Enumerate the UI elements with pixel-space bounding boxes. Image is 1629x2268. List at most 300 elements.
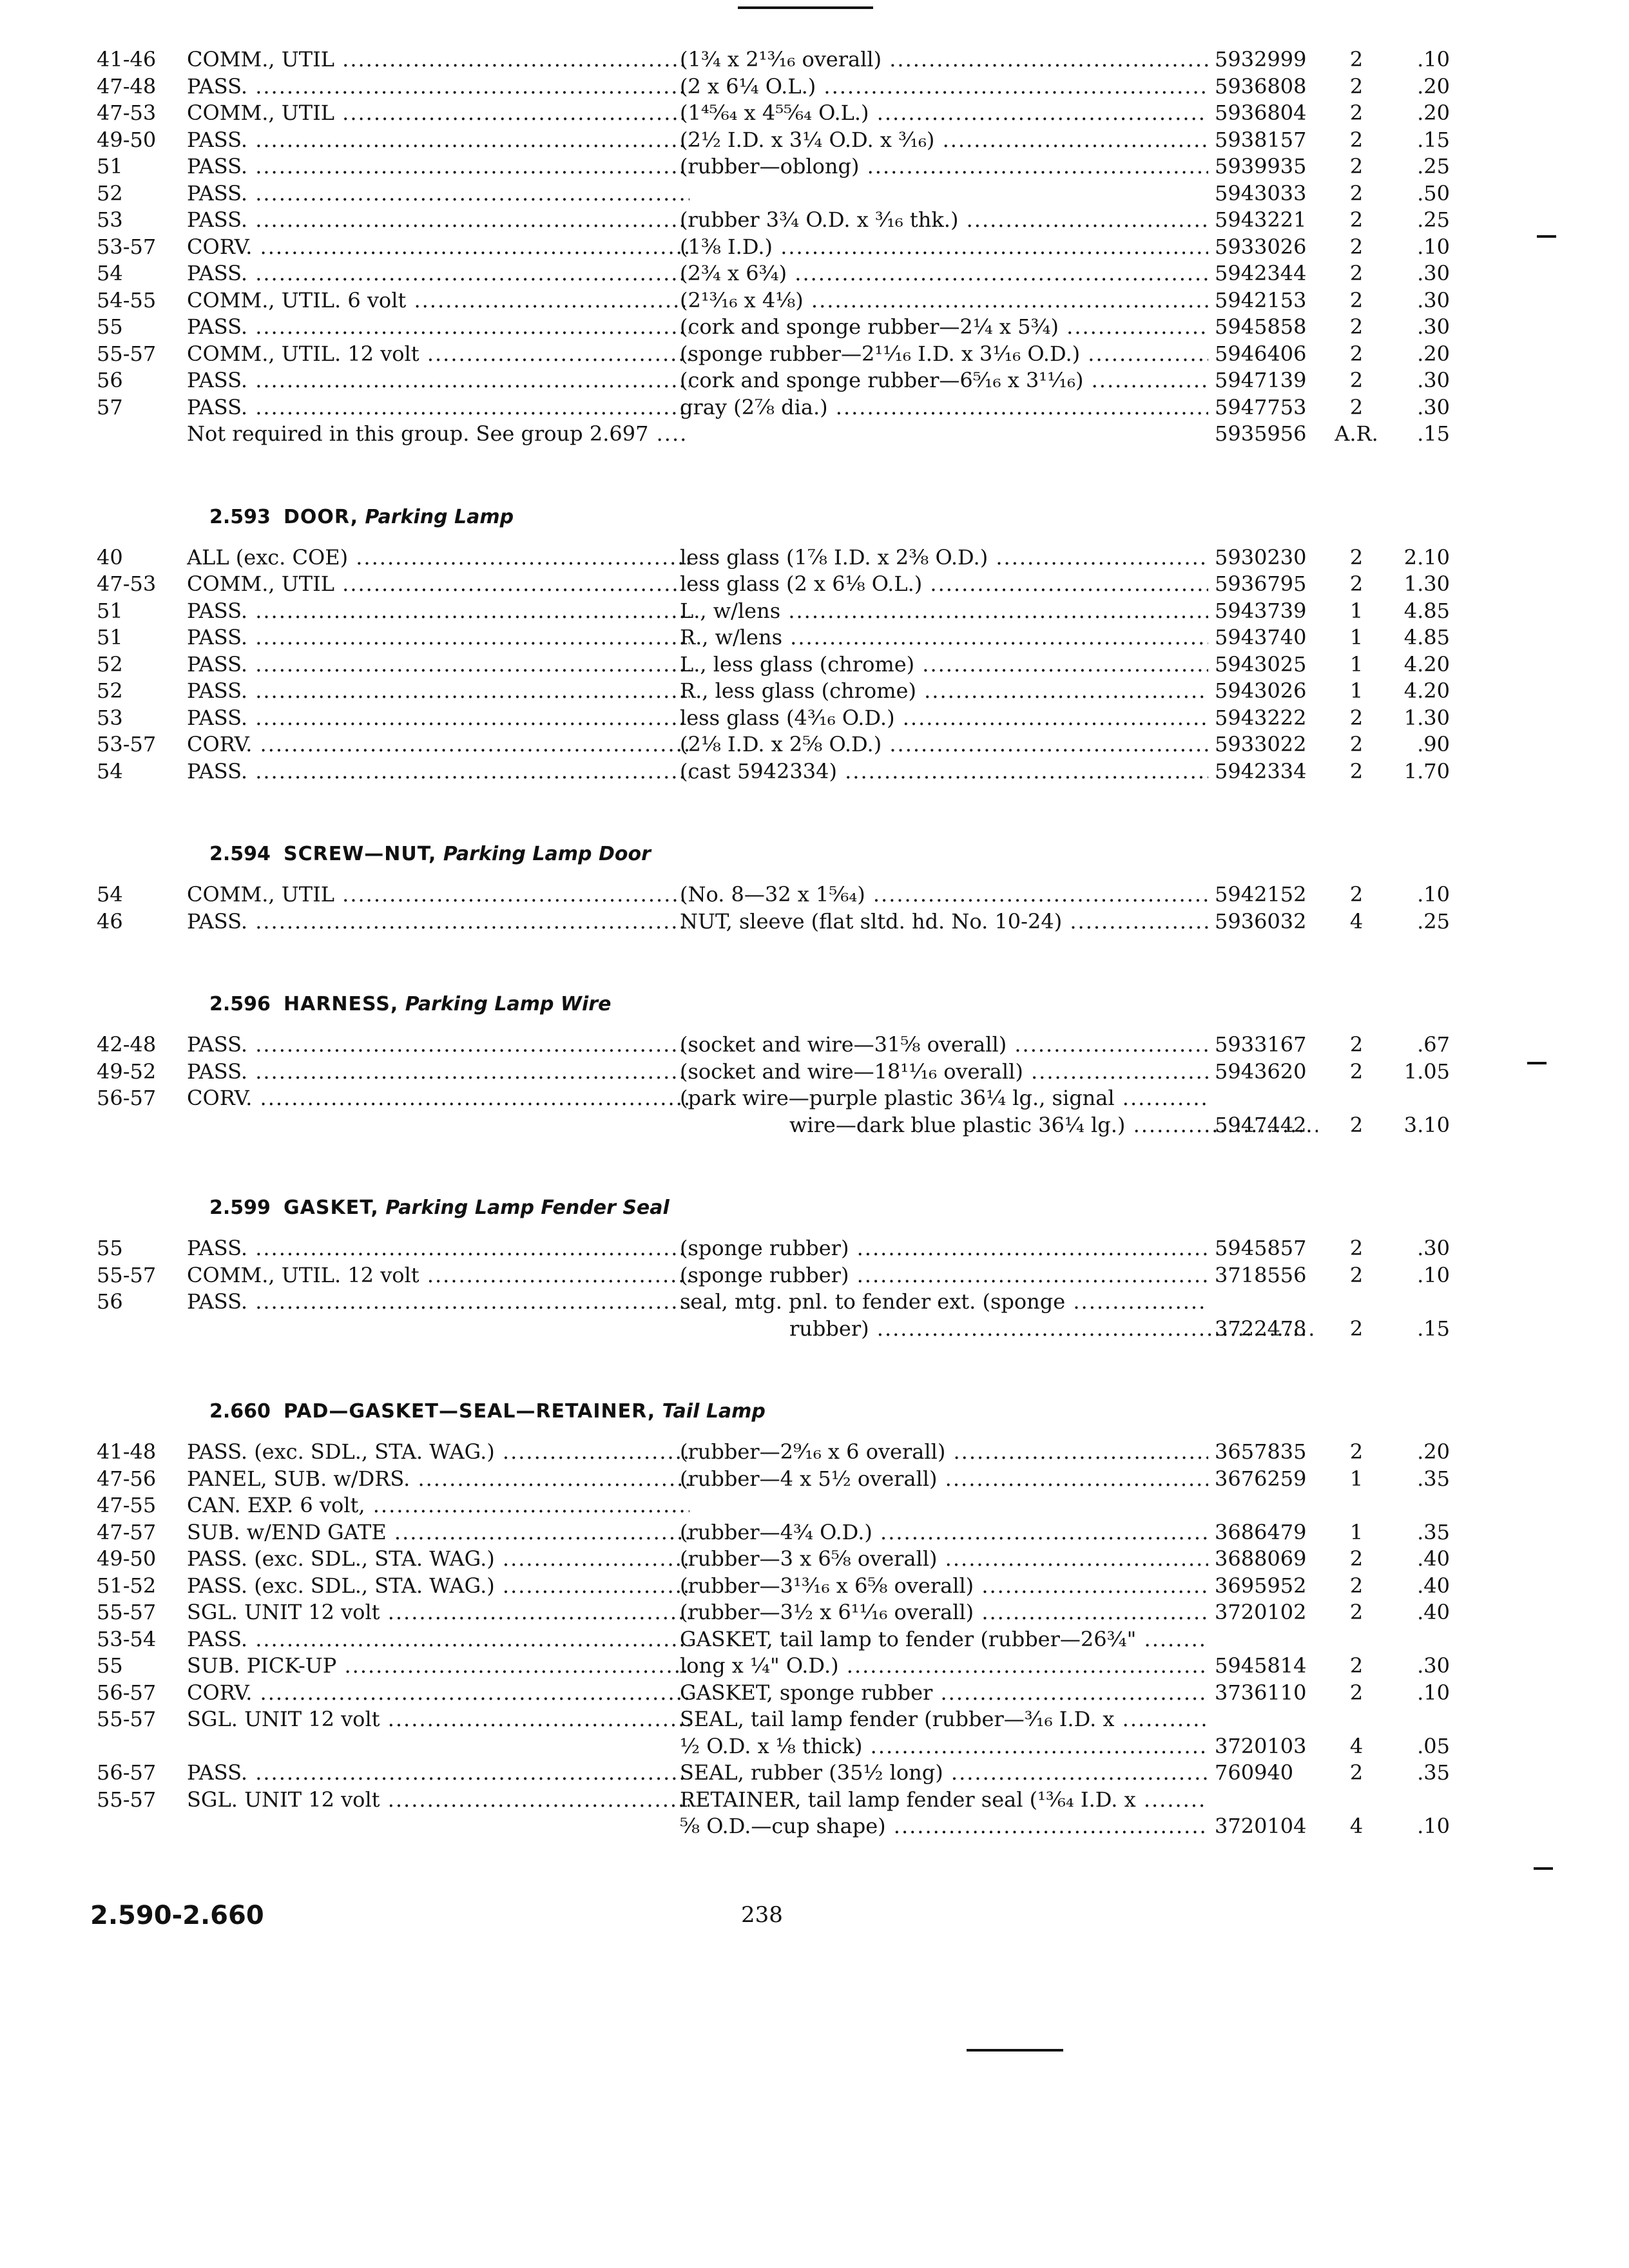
quantity: 2 bbox=[1349, 101, 1364, 125]
part-number: 3686479 bbox=[1215, 1519, 1307, 1544]
group-number: 2.594 bbox=[209, 843, 271, 865]
table-row bbox=[90, 1626, 1385, 1653]
part-number: 5947139 bbox=[1215, 368, 1307, 392]
table-row bbox=[90, 367, 1450, 394]
quantity: 4 bbox=[1349, 908, 1364, 934]
quantity: 1 bbox=[1349, 651, 1364, 677]
quantity: 2 bbox=[1349, 1316, 1364, 1341]
part-number: 5936795 bbox=[1215, 572, 1307, 596]
table-row bbox=[90, 260, 1450, 287]
quantity: 2 bbox=[1349, 732, 1364, 756]
year-range: 53 bbox=[97, 207, 123, 232]
description-cell: (sponge rubber—2¹¹⁄₁₆ I.D. x 3¹⁄₁₆ O.D.) ..... bbox=[680, 341, 1208, 368]
table-row bbox=[90, 1680, 1450, 1707]
model-cell: SUB. w/END GATE ..... bbox=[187, 1519, 689, 1546]
part-number: 5947442 bbox=[1215, 1112, 1307, 1137]
part-number: 5930230 bbox=[1215, 544, 1307, 570]
model-cell: PANEL, SUB. w/DRS. ..... bbox=[187, 1466, 689, 1493]
table-row bbox=[90, 1787, 1385, 1814]
part-number: 5942152 bbox=[1215, 882, 1307, 907]
table-row bbox=[90, 180, 1450, 207]
year-range: 55-57 bbox=[97, 1600, 157, 1624]
bottom-mark bbox=[967, 2049, 1063, 2052]
year-range: 47-48 bbox=[97, 73, 157, 99]
quantity: 1 bbox=[1349, 678, 1364, 703]
model-cell: ALL (exc. COE) ..... bbox=[187, 544, 689, 572]
part-number: 5943740 bbox=[1215, 625, 1307, 649]
part-number: 5938157 bbox=[1215, 127, 1307, 152]
description-cell: (rubber—3½ x 6¹¹⁄₁₆ overall) ..... bbox=[680, 1599, 1208, 1626]
description-cell: (sponge rubber) ..... bbox=[680, 1235, 1208, 1262]
year-range: 56-57 bbox=[97, 1086, 157, 1110]
description-cell: (2½ I.D. x 3¼ O.D. x ³⁄₁₆) ..... bbox=[680, 127, 1208, 154]
table-row bbox=[90, 571, 1450, 598]
table-row bbox=[90, 1599, 1450, 1626]
model-cell: PASS. (exc. SDL., STA. WAG.) ..... bbox=[187, 1439, 689, 1466]
part-number: 3695952 bbox=[1215, 1573, 1307, 1598]
table-row bbox=[90, 651, 1450, 678]
description-cell: ½ O.D. x ⅛ thick) ..... bbox=[680, 1733, 1208, 1760]
price: 1.70 bbox=[1403, 758, 1450, 783]
quantity: 2 bbox=[1349, 1112, 1364, 1137]
model-cell: PASS. ..... bbox=[187, 180, 689, 207]
year-range: 54 bbox=[97, 882, 123, 907]
description-cell: L., w/lens ..... bbox=[680, 598, 1208, 625]
model-cell: PASS. ..... bbox=[187, 908, 689, 936]
year-range: 57 bbox=[97, 394, 123, 419]
year-range: 55 bbox=[97, 1236, 123, 1260]
description-cell: (cork and sponge rubber—2¼ x 5¾) ..... bbox=[680, 314, 1208, 341]
model-cell: COMM., UTIL ..... bbox=[187, 881, 689, 908]
table-row bbox=[90, 1706, 1385, 1733]
quantity: 2 bbox=[1349, 1760, 1364, 1785]
price: 3.10 bbox=[1403, 1112, 1450, 1137]
margin-mark bbox=[1537, 235, 1556, 238]
model-cell: PASS. ..... bbox=[187, 314, 689, 341]
year-range: 55-57 bbox=[97, 1262, 157, 1287]
description-cell: (1⁴⁵⁄₆₄ x 4⁵⁵⁄₆₄ O.L.) ..... bbox=[680, 100, 1208, 127]
table-row bbox=[90, 46, 1450, 73]
table-row bbox=[90, 1262, 1450, 1289]
quantity: 2 bbox=[1349, 207, 1364, 232]
table-row bbox=[90, 234, 1450, 261]
price: .30 bbox=[1417, 314, 1450, 339]
price: .20 bbox=[1417, 341, 1450, 366]
table-row bbox=[90, 207, 1450, 234]
model-cell: COMM., UTIL ..... bbox=[187, 46, 689, 73]
price: .25 bbox=[1417, 154, 1450, 178]
table-row bbox=[90, 1032, 1450, 1059]
model-cell: PASS. ..... bbox=[187, 1289, 689, 1316]
table-row bbox=[90, 341, 1450, 368]
model-cell: PASS. ..... bbox=[187, 1235, 689, 1262]
price: .40 bbox=[1417, 1546, 1450, 1571]
table-row bbox=[90, 1289, 1385, 1316]
table-row bbox=[90, 1573, 1450, 1600]
description-cell: (rubber—4 x 5½ overall) ..... bbox=[680, 1466, 1208, 1493]
quantity: 1 bbox=[1349, 1466, 1364, 1491]
price: .67 bbox=[1417, 1032, 1450, 1057]
model-cell: COMM., UTIL ..... bbox=[187, 571, 689, 598]
model-cell: PASS. ..... bbox=[187, 260, 689, 287]
year-range: 46 bbox=[97, 908, 123, 934]
year-range: 53 bbox=[97, 705, 123, 730]
price: .10 bbox=[1417, 1680, 1450, 1705]
quantity: 2 bbox=[1349, 47, 1364, 72]
description-cell: (park wire—purple plastic 36¼ lg., signal ..... bbox=[680, 1085, 1208, 1112]
part-number: 5946406 bbox=[1215, 341, 1307, 366]
model-cell: Not required in this group. See group 2.697 ..... bbox=[187, 421, 689, 448]
table-row bbox=[90, 908, 1450, 936]
table-row bbox=[90, 1519, 1450, 1546]
price: 1.30 bbox=[1403, 705, 1450, 730]
part-number: 5936032 bbox=[1215, 908, 1307, 934]
year-range: 51-52 bbox=[97, 1573, 157, 1598]
model-cell: SGL. UNIT 12 volt ..... bbox=[187, 1599, 689, 1626]
quantity: 2 bbox=[1349, 705, 1364, 730]
model-cell: PASS. ..... bbox=[187, 207, 689, 234]
description-cell: (1⅜ I.D.) ..... bbox=[680, 234, 1208, 261]
part-number: 5935956 bbox=[1215, 421, 1307, 446]
description-cell: (rubber—3 x 6⅝ overall) ..... bbox=[680, 1546, 1208, 1573]
model-cell: CORV. ..... bbox=[187, 234, 689, 261]
description-cell: (rubber 3¾ O.D. x ³⁄₁₆ thk.) ..... bbox=[680, 207, 1208, 234]
description-cell: (2⅛ I.D. x 2⅝ O.D.) ..... bbox=[680, 731, 1208, 758]
price: .20 bbox=[1417, 1439, 1450, 1464]
table-row bbox=[90, 153, 1450, 180]
parts-catalog-page bbox=[90, 46, 1450, 1840]
price: .30 bbox=[1417, 261, 1450, 285]
table-row bbox=[90, 394, 1450, 421]
table-row bbox=[90, 1085, 1385, 1112]
description-cell: wire—dark blue plastic 36¼ lg.) ..... bbox=[789, 1112, 1318, 1139]
quantity: 2 bbox=[1349, 1680, 1364, 1705]
year-range: 55-57 bbox=[97, 341, 157, 366]
table-row bbox=[90, 1059, 1450, 1086]
table-row bbox=[90, 758, 1450, 785]
model-cell: PASS. ..... bbox=[187, 758, 689, 785]
part-number: 5943620 bbox=[1215, 1059, 1307, 1084]
group-title: DOOR, Parking Lamp bbox=[284, 505, 514, 528]
quantity: 4 bbox=[1349, 1814, 1364, 1838]
part-number: 5933022 bbox=[1215, 732, 1307, 756]
description-cell: (rubber—4¾ O.D.) ..... bbox=[680, 1519, 1208, 1546]
year-range: 54 bbox=[97, 758, 123, 783]
quantity: A.R. bbox=[1335, 421, 1378, 446]
year-range: 56-57 bbox=[97, 1680, 157, 1705]
description-cell: GASKET, sponge rubber ..... bbox=[680, 1680, 1208, 1707]
table-row bbox=[90, 1439, 1450, 1466]
model-cell: SGL. UNIT 12 volt ..... bbox=[187, 1787, 689, 1814]
year-range: 56-57 bbox=[97, 1760, 157, 1785]
part-number: 5942334 bbox=[1215, 758, 1307, 783]
model-cell: PASS. ..... bbox=[187, 153, 689, 180]
quantity: 2 bbox=[1349, 341, 1364, 366]
table-row bbox=[90, 881, 1450, 908]
year-range: 55-57 bbox=[97, 1787, 157, 1812]
model-cell: SGL. UNIT 12 volt ..... bbox=[187, 1706, 689, 1733]
year-range: 56 bbox=[97, 368, 123, 392]
quantity: 2 bbox=[1349, 234, 1364, 259]
part-number: 5939935 bbox=[1215, 154, 1307, 178]
year-range: 53-57 bbox=[97, 732, 157, 756]
table-row bbox=[90, 598, 1450, 625]
model-cell: PASS. ..... bbox=[187, 73, 689, 101]
price: .50 bbox=[1417, 180, 1450, 206]
price: 4.85 bbox=[1403, 625, 1450, 649]
part-number: 3720104 bbox=[1215, 1814, 1307, 1838]
year-range: 51 bbox=[97, 598, 123, 623]
description-cell: (cast 5942334) ..... bbox=[680, 758, 1208, 785]
year-range: 47-56 bbox=[97, 1466, 157, 1491]
model-cell: CORV. ..... bbox=[187, 1680, 689, 1707]
quantity: 2 bbox=[1349, 127, 1364, 152]
description-cell: (socket and wire—31⅝ overall) ..... bbox=[680, 1032, 1208, 1059]
price: 4.85 bbox=[1403, 598, 1450, 623]
price: .35 bbox=[1417, 1466, 1450, 1491]
quantity: 2 bbox=[1349, 758, 1364, 783]
parts-group-660 bbox=[90, 1439, 1450, 1840]
group-title: GASKET, Parking Lamp Fender Seal bbox=[284, 1196, 670, 1219]
table-row bbox=[90, 705, 1450, 732]
model-cell: PASS. ..... bbox=[187, 1059, 689, 1086]
quantity: 2 bbox=[1349, 180, 1364, 206]
price: .20 bbox=[1417, 73, 1450, 99]
year-range: 49-52 bbox=[97, 1059, 157, 1084]
year-range: 55-57 bbox=[97, 1707, 157, 1731]
price: .10 bbox=[1417, 234, 1450, 259]
part-number: 3657835 bbox=[1215, 1439, 1307, 1464]
year-range: 41-48 bbox=[97, 1439, 157, 1464]
model-cell: COMM., UTIL. 12 volt ..... bbox=[187, 1262, 689, 1289]
price: 1.30 bbox=[1403, 572, 1450, 596]
part-number: 5932999 bbox=[1215, 47, 1307, 72]
year-range: 47-55 bbox=[97, 1493, 157, 1517]
model-cell: SUB. PICK-UP ..... bbox=[187, 1653, 689, 1680]
parts-group-596 bbox=[90, 1032, 1450, 1112]
model-cell: COMM., UTIL ..... bbox=[187, 100, 689, 127]
price: .30 bbox=[1417, 1653, 1450, 1678]
quantity: 2 bbox=[1349, 154, 1364, 178]
part-number: 5945814 bbox=[1215, 1653, 1307, 1678]
model-cell: PASS. (exc. SDL., STA. WAG.) ..... bbox=[187, 1573, 689, 1600]
model-cell: PASS. ..... bbox=[187, 367, 689, 394]
quantity: 2 bbox=[1349, 882, 1364, 907]
part-number: 5943025 bbox=[1215, 651, 1307, 677]
description-cell: less glass (1⅞ I.D. x 2⅜ O.D.) ..... bbox=[680, 544, 1208, 572]
group-number: 2.593 bbox=[209, 505, 271, 528]
table-row bbox=[90, 127, 1450, 154]
price: .15 bbox=[1417, 127, 1450, 152]
table-row bbox=[90, 73, 1450, 101]
part-number: 5942344 bbox=[1215, 261, 1307, 285]
description-cell: SEAL, tail lamp fender (rubber—³⁄₁₆ I.D. x ..... bbox=[680, 1706, 1208, 1733]
model-cell: CORV. ..... bbox=[187, 731, 689, 758]
price: .10 bbox=[1417, 1814, 1450, 1838]
model-cell: PASS. ..... bbox=[187, 598, 689, 625]
year-range: 55 bbox=[97, 1653, 123, 1678]
year-range: 56 bbox=[97, 1289, 123, 1314]
price: .30 bbox=[1417, 1236, 1450, 1260]
model-cell: PASS. ..... bbox=[187, 394, 689, 421]
part-number: 5936808 bbox=[1215, 73, 1307, 99]
part-number: 5933167 bbox=[1215, 1032, 1307, 1057]
description-cell: (socket and wire—18¹¹⁄₁₆ overall) ..... bbox=[680, 1059, 1208, 1086]
part-number: 3718556 bbox=[1215, 1262, 1307, 1287]
price: .25 bbox=[1417, 908, 1450, 934]
table-row bbox=[90, 1466, 1450, 1493]
group-heading bbox=[90, 830, 1385, 869]
year-range: 52 bbox=[97, 180, 123, 206]
model-cell: COMM., UTIL. 12 volt ..... bbox=[187, 341, 689, 368]
quantity: 2 bbox=[1349, 314, 1364, 339]
quantity: 2 bbox=[1349, 1439, 1364, 1464]
table-row bbox=[90, 678, 1450, 705]
description-cell: (rubber—oblong) ..... bbox=[680, 153, 1208, 180]
group-number: 2.599 bbox=[209, 1196, 271, 1219]
description-cell: (cork and sponge rubber—6⁵⁄₁₆ x 3¹¹⁄₁₆) ..... bbox=[680, 367, 1208, 394]
year-range: 40 bbox=[97, 544, 123, 570]
year-range: 49-50 bbox=[97, 1546, 157, 1571]
description-cell: ⅝ O.D.—cup shape) ..... bbox=[680, 1813, 1208, 1840]
price: 4.20 bbox=[1403, 678, 1450, 703]
table-row bbox=[90, 624, 1450, 651]
part-number: 5947753 bbox=[1215, 394, 1307, 419]
part-number: 3688069 bbox=[1215, 1546, 1307, 1571]
description-cell: (2¾ x 6¾) ..... bbox=[680, 260, 1208, 287]
year-range: 51 bbox=[97, 154, 123, 178]
description-cell: R., w/lens ..... bbox=[680, 624, 1208, 651]
continuation-row bbox=[90, 1316, 1450, 1343]
price: .25 bbox=[1417, 207, 1450, 232]
quantity: 2 bbox=[1349, 1262, 1364, 1287]
quantity: 2 bbox=[1349, 1059, 1364, 1084]
price: .90 bbox=[1417, 732, 1450, 756]
description-cell: (No. 8—32 x 1⁵⁄₆₄) ..... bbox=[680, 881, 1208, 908]
price: .10 bbox=[1417, 1262, 1450, 1287]
year-range: 53-54 bbox=[97, 1626, 157, 1651]
parts-group-continued bbox=[90, 46, 1450, 448]
price: .35 bbox=[1417, 1760, 1450, 1785]
model-cell: PASS. ..... bbox=[187, 705, 689, 732]
margin-mark bbox=[1534, 1867, 1553, 1870]
quantity: 2 bbox=[1349, 394, 1364, 419]
model-cell: COMM., UTIL. 6 volt ..... bbox=[187, 287, 689, 314]
table-row bbox=[90, 1235, 1450, 1262]
quantity: 2 bbox=[1349, 287, 1364, 312]
part-number: 3722478 bbox=[1215, 1316, 1307, 1341]
part-number: 3720103 bbox=[1215, 1733, 1307, 1758]
table-row bbox=[90, 1492, 1385, 1519]
group-number: 2.596 bbox=[209, 993, 271, 1015]
description-cell: L., less glass (chrome) ..... bbox=[680, 651, 1208, 678]
part-number: 5942153 bbox=[1215, 287, 1307, 312]
price: .20 bbox=[1417, 101, 1450, 125]
description-cell: R., less glass (chrome) ..... bbox=[680, 678, 1208, 705]
quantity: 2 bbox=[1349, 572, 1364, 596]
price: .05 bbox=[1417, 1733, 1450, 1758]
model-cell: CORV. ..... bbox=[187, 1085, 689, 1112]
group-heading bbox=[90, 493, 1385, 532]
table-row bbox=[90, 1653, 1450, 1680]
table-row bbox=[90, 100, 1450, 127]
description-cell: (2 x 6¼ O.L.) ..... bbox=[680, 73, 1208, 101]
part-number: 3736110 bbox=[1215, 1680, 1307, 1705]
part-number: 5945858 bbox=[1215, 314, 1307, 339]
part-number: 5936804 bbox=[1215, 101, 1307, 125]
year-range: 55 bbox=[97, 314, 123, 339]
price: 1.05 bbox=[1403, 1059, 1450, 1084]
model-cell: PASS. ..... bbox=[187, 1626, 689, 1653]
price: .40 bbox=[1417, 1600, 1450, 1624]
price: .40 bbox=[1417, 1573, 1450, 1598]
quantity: 2 bbox=[1349, 1032, 1364, 1057]
quantity: 2 bbox=[1349, 261, 1364, 285]
description-cell: less glass (2 x 6⅛ O.L.) ..... bbox=[680, 571, 1208, 598]
price: .30 bbox=[1417, 368, 1450, 392]
model-cell: PASS. ..... bbox=[187, 1032, 689, 1059]
continuation-row bbox=[90, 1112, 1450, 1139]
description-cell: (rubber—2⁹⁄₁₆ x 6 overall) ..... bbox=[680, 1439, 1208, 1466]
part-number: 5943221 bbox=[1215, 207, 1307, 232]
quantity: 2 bbox=[1349, 73, 1364, 99]
price: .30 bbox=[1417, 394, 1450, 419]
quantity: 1 bbox=[1349, 1519, 1364, 1544]
group-number: 2.660 bbox=[209, 1400, 271, 1423]
price: .30 bbox=[1417, 287, 1450, 312]
price: 4.20 bbox=[1403, 651, 1450, 677]
group-title: PAD—GASKET—SEAL—RETAINER, Tail Lamp bbox=[284, 1400, 766, 1423]
price: .15 bbox=[1417, 421, 1450, 446]
page-number: 238 bbox=[741, 1902, 783, 1928]
year-range: 52 bbox=[97, 678, 123, 703]
parts-group-594 bbox=[90, 881, 1450, 935]
part-number: 5943222 bbox=[1215, 705, 1307, 730]
model-cell: PASS. (exc. SDL., STA. WAG.) ..... bbox=[187, 1546, 689, 1573]
model-cell: CAN. EXP. 6 volt, ..... bbox=[187, 1492, 689, 1519]
part-number: 5945857 bbox=[1215, 1236, 1307, 1260]
year-range: 42-48 bbox=[97, 1032, 157, 1057]
model-cell: PASS. ..... bbox=[187, 1760, 689, 1787]
price: 2.10 bbox=[1403, 544, 1450, 570]
model-cell: PASS. ..... bbox=[187, 127, 689, 154]
year-range: 41-46 bbox=[97, 47, 157, 72]
table-row bbox=[90, 1760, 1450, 1787]
description-cell: (sponge rubber) ..... bbox=[680, 1262, 1208, 1289]
quantity: 2 bbox=[1349, 1573, 1364, 1598]
table-row bbox=[90, 1733, 1450, 1760]
description-cell: long x ¼" O.D.) ..... bbox=[680, 1653, 1208, 1680]
description-cell: GASKET, tail lamp to fender (rubber—26¾" ..... bbox=[680, 1626, 1208, 1653]
group-title: HARNESS, Parking Lamp Wire bbox=[284, 993, 612, 1015]
part-number: 760940 bbox=[1215, 1760, 1294, 1785]
part-number: 5933026 bbox=[1215, 234, 1307, 259]
section-range: 2.590-2.660 bbox=[90, 1901, 264, 1930]
description-cell: (rubber—3¹³⁄₁₆ x 6⅝ overall) ..... bbox=[680, 1573, 1208, 1600]
part-number: 5943026 bbox=[1215, 678, 1307, 703]
description-cell: seal, mtg. pnl. to fender ext. (sponge ..... bbox=[680, 1289, 1208, 1316]
model-cell: PASS. ..... bbox=[187, 651, 689, 678]
description-cell: (1¾ x 2¹³⁄₁₆ overall) ..... bbox=[680, 46, 1208, 73]
quantity: 2 bbox=[1349, 1600, 1364, 1624]
price: .10 bbox=[1417, 47, 1450, 72]
table-row bbox=[90, 421, 1450, 448]
year-range: 54-55 bbox=[97, 287, 157, 312]
year-range: 47-53 bbox=[97, 572, 157, 596]
table-row bbox=[90, 1813, 1450, 1840]
description-cell: less glass (4³⁄₁₆ O.D.) ..... bbox=[680, 705, 1208, 732]
part-number: 5943739 bbox=[1215, 598, 1307, 623]
